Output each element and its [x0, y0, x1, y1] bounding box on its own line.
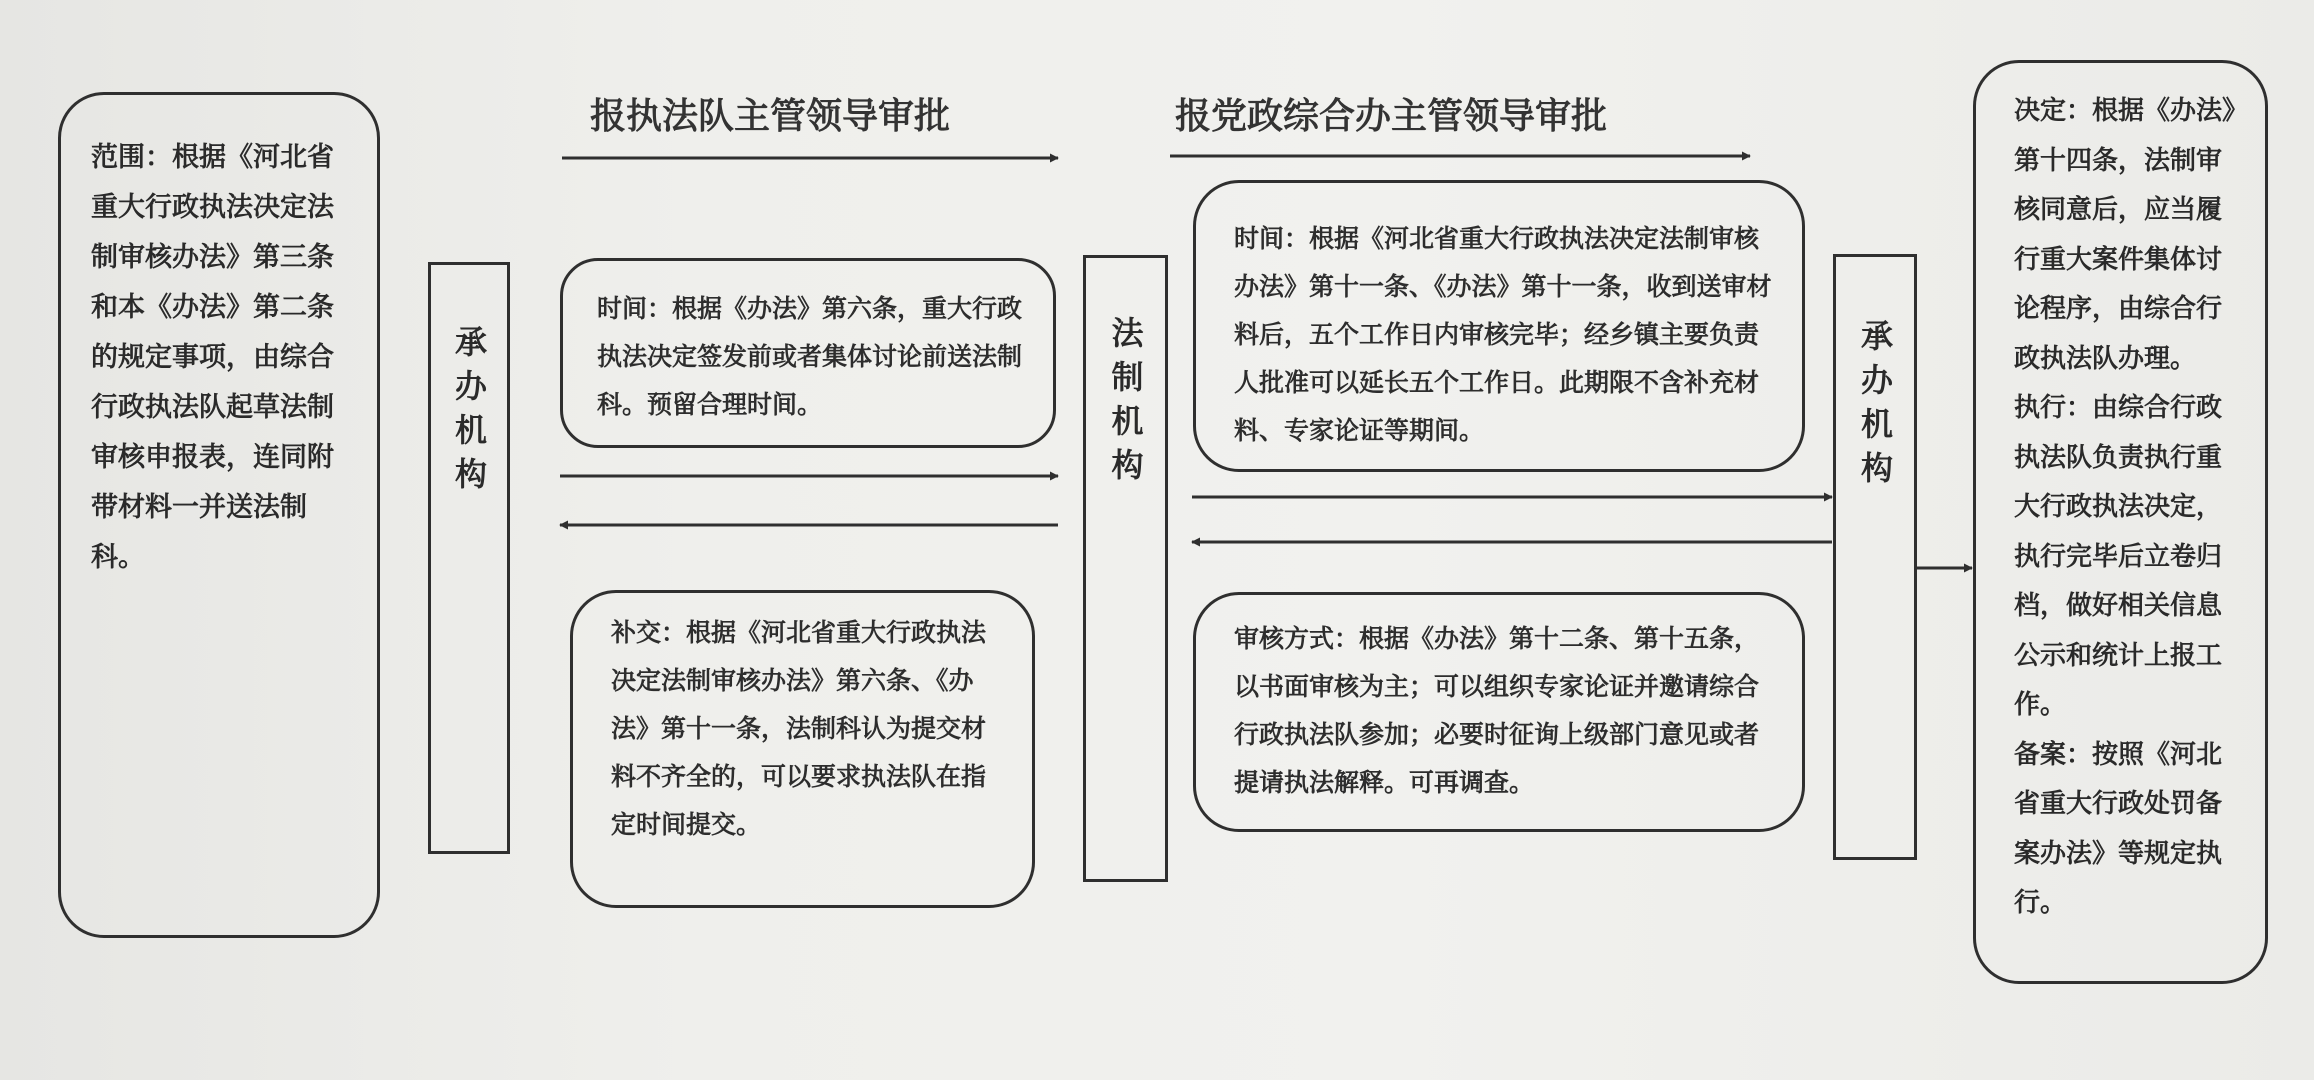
submission-time-label: 时间： — [597, 294, 673, 323]
decision-label: 决定： — [2014, 96, 2093, 126]
scope-text: 根据《河北省重大行政执法决定法制审核办法》第三条和本《办法》第二条的规定事项，由综合行政执法队起草法制审核申报表，连同附带材料一并送法制科。 — [91, 142, 334, 573]
supplement-text: 根据《河北省重大行政执法决定法制审核办法》第六条、《办法》第十一条，法制科认为提交材料不齐全的，可以要求执法队在指定时间提交。 — [611, 618, 987, 839]
execution-paragraph — [2014, 384, 2247, 731]
review-time-label: 时间： — [1234, 224, 1310, 253]
heading-enforcement-approval: 报执法队主管领导审批 — [590, 96, 951, 137]
decision-paragraph — [2014, 87, 2247, 384]
execution-text: 由综合行政执法队负责执行重大行政执法决定，执行完毕后立卷归档，做好相关信息公示和统计上报工作。 — [2014, 393, 2223, 720]
scope-box — [58, 92, 380, 938]
result-box — [1973, 60, 2268, 984]
heading-office-approval: 报党政综合办主管领导审批 — [1175, 96, 1608, 137]
filing-label: 备案： — [2014, 739, 2093, 770]
execution-label: 执行： — [2014, 393, 2093, 423]
scope-label: 范围： — [91, 142, 172, 173]
legal-agency-box — [1083, 255, 1168, 882]
submission-time-text: 根据《办法》第六条，重大行政执法决定签发前或者集体讨论前送法制科。预留合理时间。 — [597, 294, 1023, 419]
undertaking-agency-label-1: 承办机构 — [450, 325, 488, 501]
undertaking-agency-box-2 — [1833, 254, 1917, 860]
review-method-label: 审核方式： — [1234, 624, 1360, 653]
decision-text: 根据《办法》第十四条，法制审核同意后，应当履行重大案件集体讨论程序，由综合行政执法队办理。 — [2014, 96, 2236, 374]
undertaking-agency-label-2: 承办机构 — [1856, 319, 1894, 495]
review-method-box — [1193, 592, 1805, 832]
supplement-label: 补交： — [611, 618, 687, 647]
filing-text: 按照《河北省重大行政处罚备案办法》等规定执行。 — [2014, 739, 2223, 918]
review-time-text: 根据《河北省重大行政执法决定法制审核办法》第十一条、《办法》第十一条，收到送审材料后，五个工作日内审核完毕；经乡镇主要负责人批准可以延长五个工作日。此期限不含补充材料、专家论证等期间。 — [1234, 224, 1772, 445]
review-method-text: 根据《办法》第十二条、第十五条，以书面审核为主；可以组织专家论证并邀请综合行政执法队参加；必要时征询上级部门意见或者提请执法解释。可再调查。 — [1234, 624, 1760, 797]
undertaking-agency-box-1 — [428, 262, 510, 854]
supplement-box — [570, 590, 1035, 908]
filing-paragraph — [2014, 731, 2247, 929]
submission-time-box — [560, 258, 1056, 448]
review-time-box — [1193, 180, 1805, 472]
legal-agency-label: 法制机构 — [1106, 316, 1145, 492]
